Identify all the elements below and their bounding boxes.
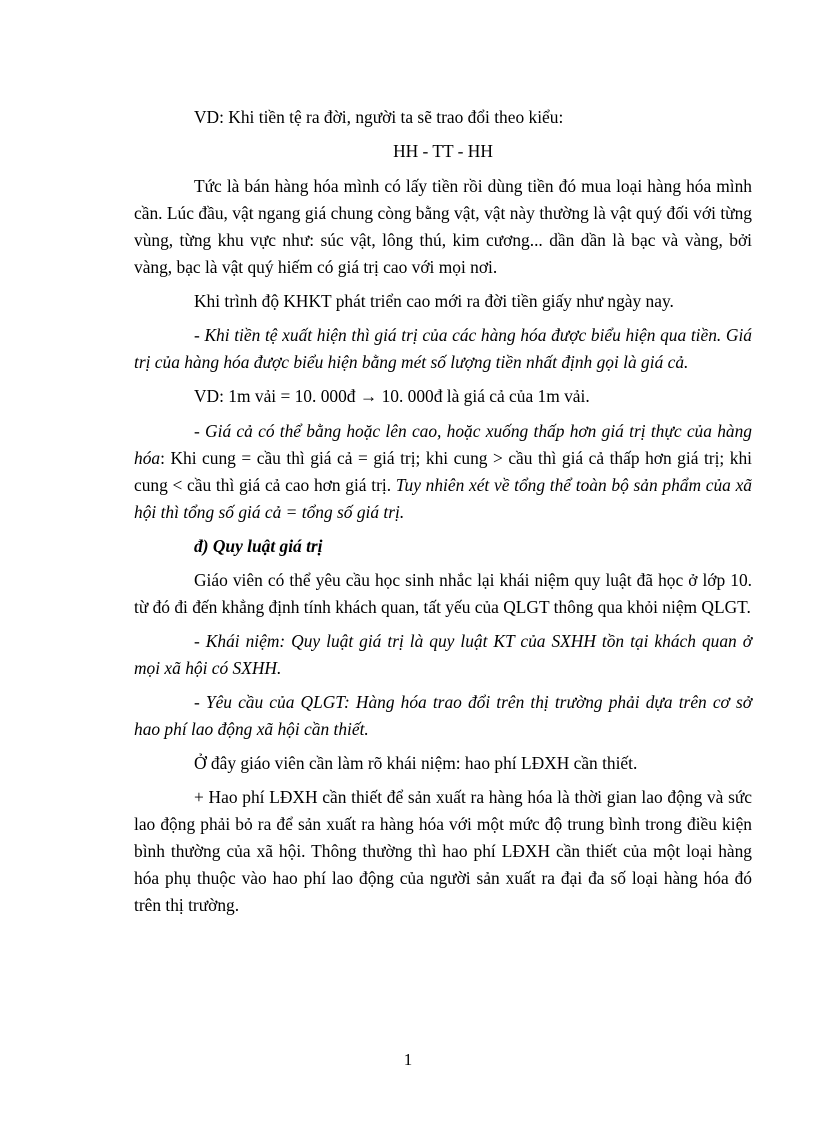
exchange-formula: HH - TT - HH	[393, 141, 493, 161]
section-heading: đ) Quy luật giá trị	[194, 536, 323, 556]
paragraph-concept	[134, 628, 752, 682]
price-variation-italic-b: Tuy nhiên xét về tổng thể toàn bộ sản phẩm của xã hội thì tổng số giá cả = tổng số giá trị.	[134, 475, 752, 522]
price-example: VD: 1m vải = 10. 000đ → 10. 000đ là giá cả của 1m vải.	[194, 386, 590, 406]
paragraph-clarify: Ở đây giáo viên cần làm rõ khái niệm: hao phí LĐXH cần thiết.	[194, 753, 638, 773]
requirement-text: - Yêu cầu của QLGT: Hàng hóa trao đổi trên thị trường phải dựa trên cơ sở hao phí lao động xã hội cần thiết.	[134, 692, 752, 739]
paragraph-price-variation	[134, 418, 752, 526]
paragraph-paper-money: Khi trình độ KHKT phát triển cao mới ra đời tiền giấy như ngày nay.	[194, 291, 674, 311]
paragraph-teacher-guidance: Giáo viên có thể yêu cầu học sinh nhắc lại khái niệm quy luật đã học ở lớp 10. từ đó đi đến khẳng định tính khách quan, tất yếu của QLGT thông qua khỏi niệm QLGT.	[134, 570, 752, 617]
paragraph-requirement	[134, 689, 752, 743]
page-number: 1	[403, 1050, 413, 1069]
price-definition-text: - Khi tiền tệ xuất hiện thì giá trị của các hàng hóa được biểu hiện qua tiền. Giá trị của hàng hóa được biểu hiện bằng mét số lượng tiền nhất định gọi là giá cả.	[134, 325, 752, 372]
price-variation-italic-a: - Giá cả có thể bằng hoặc lên cao, hoặc xuống thấp hơn giá trị thực của hàng hóa	[134, 421, 752, 468]
price-variation-normal: : Khi cung = cầu thì giá cả = giá trị; khi cung > cầu thì giá cả thấp hơn giá trị; khi cung < cầu thì giá cả cao hơn giá trị.	[134, 448, 752, 495]
document-body	[134, 104, 752, 926]
concept-text: - Khái niệm: Quy luật giá trị là quy luật KT của SXHH tồn tại khách quan ở mọi xã hội có SXHH.	[134, 631, 752, 678]
paragraph-labor-cost: + Hao phí LĐXH cần thiết để sản xuất ra hàng hóa là thời gian lao động và sức lao động phải bỏ ra để sản xuất ra hàng hóa với một mức độ trung bình trong điều kiện bình thường của xã hội. Thông thường thì hao phí LĐXH cần thiết của một loại hàng hóa phụ thuộc vào hao phí lao động của người sản xuất ra đại đa số loại hàng hóa đó trên thị trường.	[134, 787, 752, 915]
paragraph-explanation: Tức là bán hàng hóa mình có lấy tiền rồi dùng tiền đó mua loại hàng hóa mình cần. Lúc đầu, vật ngang giá chung còng bằng vật, vật này thường là vật quý đối với từng vùng, từng khu vực như: súc vật, lông thú, kim cương... dần dần là bạc và vàng, bởi vàng, bạc là vật quý hiếm có giá trị cao với mọi nơi.	[134, 176, 752, 277]
paragraph-price-definition	[134, 322, 752, 376]
example-intro: VD: Khi tiền tệ ra đời, người ta sẽ trao đổi theo kiểu:	[194, 107, 564, 127]
